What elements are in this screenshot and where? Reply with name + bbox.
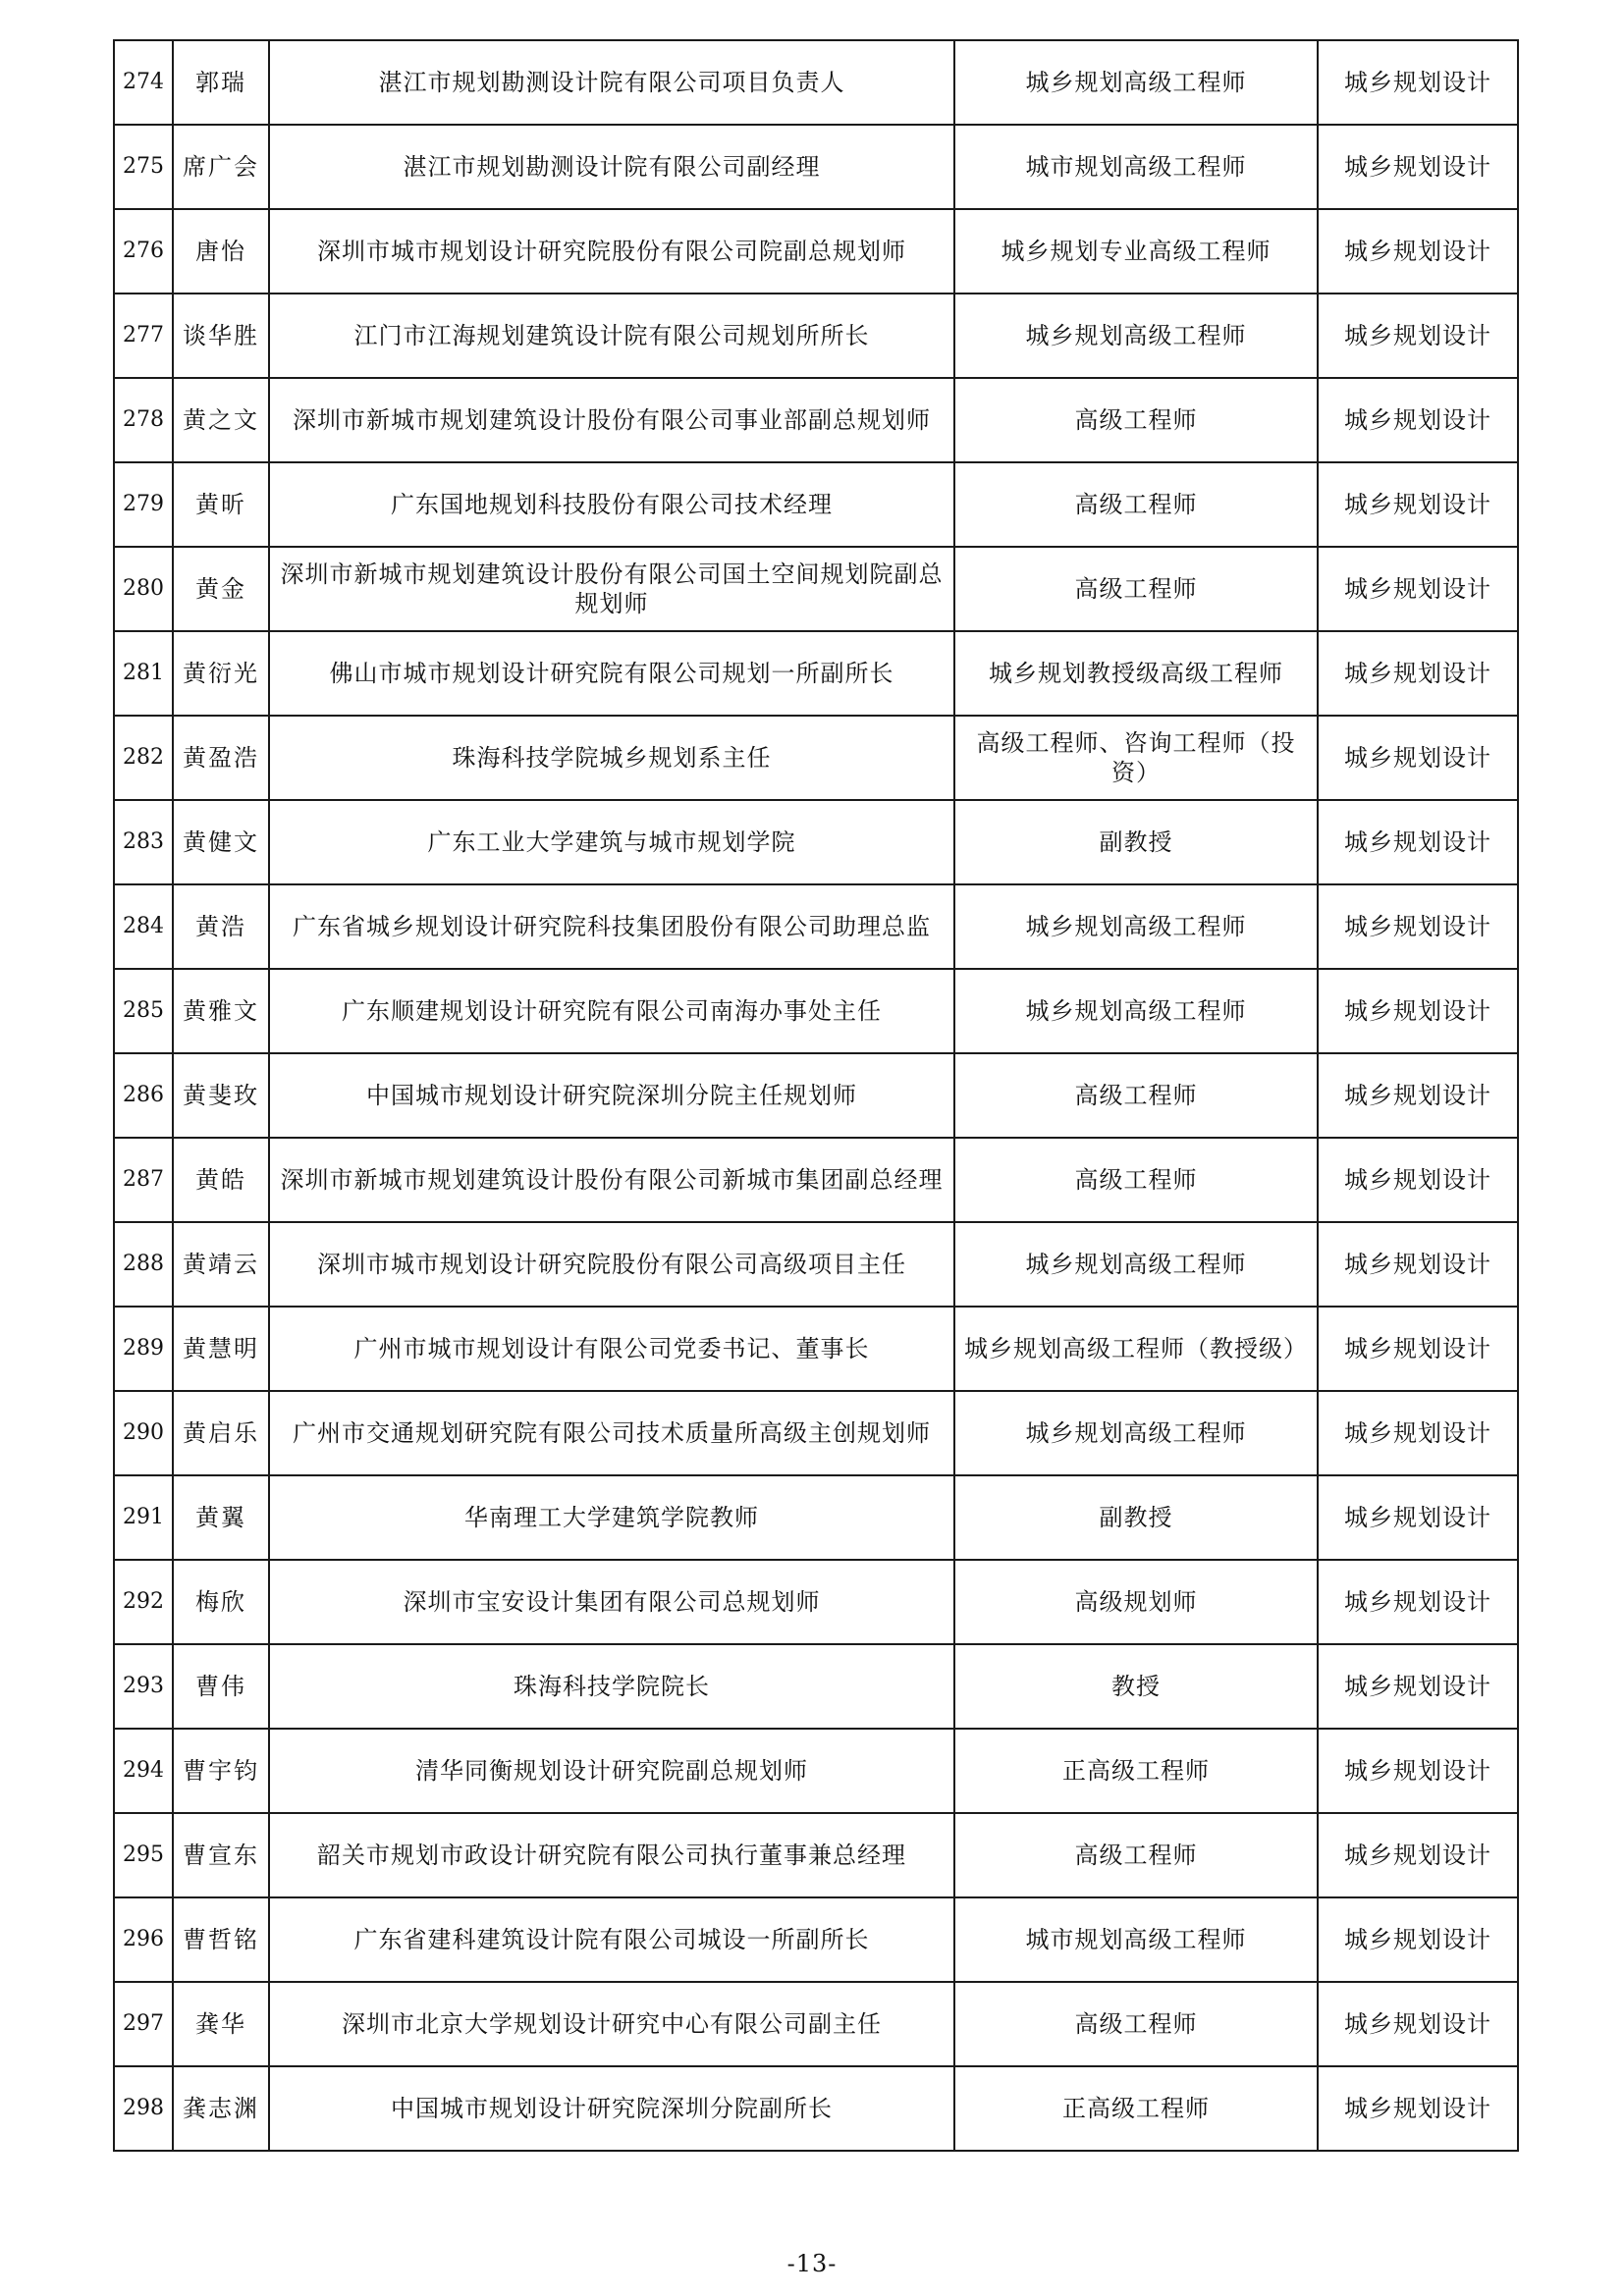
work-unit-position: 江门市江海规划建筑设计院有限公司规划所所长	[269, 294, 954, 378]
work-unit-position: 湛江市规划勘测设计院有限公司副经理	[269, 125, 954, 209]
specialty-field: 城乡规划设计	[1318, 1307, 1518, 1391]
specialty-field: 城乡规划设计	[1318, 716, 1518, 800]
professional-title: 高级工程师	[954, 378, 1318, 462]
person-name: 黄翼	[173, 1475, 269, 1560]
row-number: 288	[114, 1222, 173, 1307]
row-number: 294	[114, 1729, 173, 1813]
specialty-field: 城乡规划设计	[1318, 884, 1518, 969]
row-number: 298	[114, 2066, 173, 2151]
professional-title: 高级工程师	[954, 547, 1318, 631]
person-name: 唐怡	[173, 209, 269, 294]
work-unit-position: 深圳市新城市规划建筑设计股份有限公司国土空间规划院副总规划师	[269, 547, 954, 631]
professional-title: 城乡规划高级工程师	[954, 1391, 1318, 1475]
table-row	[114, 378, 1518, 462]
professional-title: 高级工程师、咨询工程师（投资）	[954, 716, 1318, 800]
professional-title: 正高级工程师	[954, 1729, 1318, 1813]
specialty-field: 城乡规划设计	[1318, 1053, 1518, 1138]
person-name: 黄启乐	[173, 1391, 269, 1475]
table-row	[114, 547, 1518, 631]
professional-title: 高级规划师	[954, 1560, 1318, 1644]
work-unit-position: 韶关市规划市政设计研究院有限公司执行董事兼总经理	[269, 1813, 954, 1897]
work-unit-position: 湛江市规划勘测设计院有限公司项目负责人	[269, 40, 954, 125]
person-name: 黄雅文	[173, 969, 269, 1053]
professional-title: 城乡规划高级工程师	[954, 969, 1318, 1053]
professional-title: 城乡规划高级工程师	[954, 1222, 1318, 1307]
table-row	[114, 1475, 1518, 1560]
table-row	[114, 1307, 1518, 1391]
specialty-field: 城乡规划设计	[1318, 1729, 1518, 1813]
professional-title: 高级工程师	[954, 462, 1318, 547]
professional-title: 高级工程师	[954, 1138, 1318, 1222]
row-number: 289	[114, 1307, 173, 1391]
work-unit-position: 珠海科技学院城乡规划系主任	[269, 716, 954, 800]
table-row	[114, 631, 1518, 716]
page-number: -13-	[786, 2250, 838, 2277]
row-number: 295	[114, 1813, 173, 1897]
work-unit-position: 广东省建科建筑设计院有限公司城设一所副所长	[269, 1897, 954, 1982]
specialty-field: 城乡规划设计	[1318, 378, 1518, 462]
row-number: 297	[114, 1982, 173, 2066]
person-name: 黄健文	[173, 800, 269, 884]
table-row	[114, 884, 1518, 969]
table-row	[114, 40, 1518, 125]
row-number: 296	[114, 1897, 173, 1982]
work-unit-position: 清华同衡规划设计研究院副总规划师	[269, 1729, 954, 1813]
person-name: 谈华胜	[173, 294, 269, 378]
work-unit-position: 广东国地规划科技股份有限公司技术经理	[269, 462, 954, 547]
row-number: 285	[114, 969, 173, 1053]
row-number: 276	[114, 209, 173, 294]
table-row	[114, 716, 1518, 800]
specialty-field: 城乡规划设计	[1318, 209, 1518, 294]
person-name: 黄盈浩	[173, 716, 269, 800]
specialty-field: 城乡规划设计	[1318, 1982, 1518, 2066]
professional-title: 副教授	[954, 800, 1318, 884]
person-name: 黄之文	[173, 378, 269, 462]
table-row	[114, 1813, 1518, 1897]
person-name: 曹宣东	[173, 1813, 269, 1897]
specialty-field: 城乡规划设计	[1318, 1644, 1518, 1729]
work-unit-position: 广州市交通规划研究院有限公司技术质量所高级主创规划师	[269, 1391, 954, 1475]
table-row	[114, 1560, 1518, 1644]
work-unit-position: 深圳市新城市规划建筑设计股份有限公司新城市集团副总经理	[269, 1138, 954, 1222]
person-name: 曹伟	[173, 1644, 269, 1729]
person-name: 黄靖云	[173, 1222, 269, 1307]
row-number: 277	[114, 294, 173, 378]
table-row	[114, 1982, 1518, 2066]
work-unit-position: 深圳市城市规划设计研究院股份有限公司高级项目主任	[269, 1222, 954, 1307]
specialty-field: 城乡规划设计	[1318, 1222, 1518, 1307]
table-row	[114, 462, 1518, 547]
person-name: 黄昕	[173, 462, 269, 547]
professional-title: 正高级工程师	[954, 2066, 1318, 2151]
table-row	[114, 125, 1518, 209]
work-unit-position: 华南理工大学建筑学院教师	[269, 1475, 954, 1560]
table-row	[114, 2066, 1518, 2151]
person-name: 黄皓	[173, 1138, 269, 1222]
professional-title: 城乡规划教授级高级工程师	[954, 631, 1318, 716]
row-number: 274	[114, 40, 173, 125]
person-name: 席广会	[173, 125, 269, 209]
row-number: 278	[114, 378, 173, 462]
row-number: 283	[114, 800, 173, 884]
table-row	[114, 1729, 1518, 1813]
specialty-field: 城乡规划设计	[1318, 40, 1518, 125]
work-unit-position: 广东顺建规划设计研究院有限公司南海办事处主任	[269, 969, 954, 1053]
specialty-field: 城乡规划设计	[1318, 969, 1518, 1053]
table-row	[114, 1053, 1518, 1138]
person-name: 龚志渊	[173, 2066, 269, 2151]
row-number: 279	[114, 462, 173, 547]
professional-title: 城乡规划高级工程师	[954, 884, 1318, 969]
professional-title: 城市规划高级工程师	[954, 1897, 1318, 1982]
professional-title: 城乡规划高级工程师	[954, 40, 1318, 125]
row-number: 280	[114, 547, 173, 631]
professional-title: 教授	[954, 1644, 1318, 1729]
person-name: 曹宇钧	[173, 1729, 269, 1813]
person-name: 梅欣	[173, 1560, 269, 1644]
specialty-field: 城乡规划设计	[1318, 125, 1518, 209]
work-unit-position: 佛山市城市规划设计研究院有限公司规划一所副所长	[269, 631, 954, 716]
work-unit-position: 广州市城市规划设计有限公司党委书记、董事长	[269, 1307, 954, 1391]
table-row	[114, 1644, 1518, 1729]
row-number: 282	[114, 716, 173, 800]
work-unit-position: 深圳市宝安设计集团有限公司总规划师	[269, 1560, 954, 1644]
professional-title: 高级工程师	[954, 1053, 1318, 1138]
table-row	[114, 1391, 1518, 1475]
work-unit-position: 深圳市新城市规划建筑设计股份有限公司事业部副总规划师	[269, 378, 954, 462]
person-name: 曹哲铭	[173, 1897, 269, 1982]
person-name: 黄衍光	[173, 631, 269, 716]
row-number: 284	[114, 884, 173, 969]
specialty-field: 城乡规划设计	[1318, 800, 1518, 884]
row-number: 286	[114, 1053, 173, 1138]
specialty-field: 城乡规划设计	[1318, 1475, 1518, 1560]
table-row	[114, 969, 1518, 1053]
work-unit-position: 广东省城乡规划设计研究院科技集团股份有限公司助理总监	[269, 884, 954, 969]
table-row	[114, 1138, 1518, 1222]
work-unit-position: 中国城市规划设计研究院深圳分院主任规划师	[269, 1053, 954, 1138]
table-row	[114, 209, 1518, 294]
specialty-field: 城乡规划设计	[1318, 462, 1518, 547]
expert-roster-table	[113, 39, 1519, 2152]
person-name: 黄斐玫	[173, 1053, 269, 1138]
work-unit-position: 广东工业大学建筑与城市规划学院	[269, 800, 954, 884]
professional-title: 城乡规划高级工程师（教授级）	[954, 1307, 1318, 1391]
professional-title: 城市规划高级工程师	[954, 125, 1318, 209]
specialty-field: 城乡规划设计	[1318, 631, 1518, 716]
person-name: 黄浩	[173, 884, 269, 969]
row-number: 291	[114, 1475, 173, 1560]
person-name: 黄慧明	[173, 1307, 269, 1391]
table-row	[114, 294, 1518, 378]
table-row	[114, 1222, 1518, 1307]
work-unit-position: 珠海科技学院院长	[269, 1644, 954, 1729]
specialty-field: 城乡规划设计	[1318, 1813, 1518, 1897]
row-number: 281	[114, 631, 173, 716]
work-unit-position: 深圳市北京大学规划设计研究中心有限公司副主任	[269, 1982, 954, 2066]
row-number: 292	[114, 1560, 173, 1644]
person-name: 黄金	[173, 547, 269, 631]
work-unit-position: 深圳市城市规划设计研究院股份有限公司院副总规划师	[269, 209, 954, 294]
specialty-field: 城乡规划设计	[1318, 547, 1518, 631]
person-name: 郭瑞	[173, 40, 269, 125]
professional-title: 城乡规划高级工程师	[954, 294, 1318, 378]
specialty-field: 城乡规划设计	[1318, 1897, 1518, 1982]
specialty-field: 城乡规划设计	[1318, 1560, 1518, 1644]
table-row	[114, 800, 1518, 884]
professional-title: 高级工程师	[954, 1813, 1318, 1897]
specialty-field: 城乡规划设计	[1318, 1138, 1518, 1222]
row-number: 290	[114, 1391, 173, 1475]
specialty-field: 城乡规划设计	[1318, 2066, 1518, 2151]
roster-sheet	[113, 39, 1517, 2152]
row-number: 275	[114, 125, 173, 209]
row-number: 287	[114, 1138, 173, 1222]
specialty-field: 城乡规划设计	[1318, 294, 1518, 378]
specialty-field: 城乡规划设计	[1318, 1391, 1518, 1475]
professional-title: 城乡规划专业高级工程师	[954, 209, 1318, 294]
row-number: 293	[114, 1644, 173, 1729]
professional-title: 副教授	[954, 1475, 1318, 1560]
professional-title: 高级工程师	[954, 1982, 1318, 2066]
work-unit-position: 中国城市规划设计研究院深圳分院副所长	[269, 2066, 954, 2151]
person-name: 龚华	[173, 1982, 269, 2066]
roster-body	[114, 40, 1518, 2151]
table-row	[114, 1897, 1518, 1982]
